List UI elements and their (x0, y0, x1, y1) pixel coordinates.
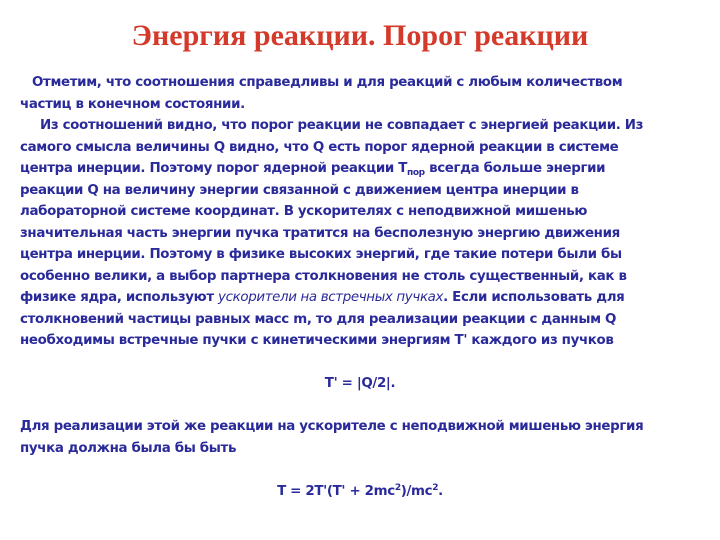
paragraph-3-line-1: Для реализации этой же реакции на ускорителе с неподвижной мишенью энергия (20, 419, 644, 434)
slide-title: Энергия реакции. Порог реакции (131, 19, 589, 52)
formula-superscript-1: 2 (394, 482, 401, 493)
paragraph-2-line-7: центра инерции. Поэтому в физике высоких энергий, где такие потери были бы (20, 247, 622, 262)
formula-part-3: . (438, 483, 443, 499)
paragraph-2-line-4: реакции Q на величину энергии связанной с движением центра инерции в (20, 182, 579, 198)
paragraph-1-line-2: частиц в конечном состоянии. (20, 96, 245, 112)
threshold-text-end: всегда больше энергии (424, 161, 606, 176)
paragraph-2-line-2: самого смысла величины Q видно, что Q есть порог ядерной реакции в системе (20, 139, 619, 155)
threshold-text: центра инерции. Поэтому порог ядерной реакции Т (20, 161, 407, 176)
colliding-beams-suffix: . Если использовать для (443, 290, 625, 305)
threshold-subscript: пор (406, 168, 425, 178)
paragraph-3-line-2: пучка должна была бы быть (20, 440, 237, 456)
formula-part-2: )/mc (400, 483, 433, 499)
spacer (20, 459, 700, 481)
formula-part-1: T = 2T'(T' + 2mc (277, 483, 395, 499)
paragraph-1-line-1: Отметим, что соотношения справедливы и для реакций с любым количеством (32, 75, 623, 90)
paragraph-2-line-11: необходимы встречные пучки с кинетическими энергиям T' каждого из пучков (20, 333, 614, 348)
colliding-beams-term: ускорители на встречных пучках (218, 290, 444, 305)
paragraph-2-line-1: Из соотношений видно, что порог реакции не совпадает с энергией реакции. Из (40, 118, 644, 133)
paragraph-2-line-8: особенно велики, а выбор партнера столкновения не столь существенный, как в (20, 268, 627, 284)
paragraph-2-line-3 (20, 158, 700, 180)
paragraph-2-line-5: лабораторной системе координат. В ускорителях с неподвижной мишенью (20, 204, 588, 219)
paragraph-2-line-9 (20, 287, 700, 309)
slide-body (20, 72, 700, 502)
formula-fixed-target-energy (20, 481, 700, 503)
colliding-beams-prefix: физике ядра, используют (20, 290, 219, 305)
formula-collider-energy: T' = |Q/2|. (324, 376, 396, 391)
paragraph-2-line-6: значительная часть энергии пучка тратится на бесполезную энергию движения (20, 225, 620, 241)
paragraph-2-line-10: столкновений частицы равных масс m, то для реализации реакции с данным Q (20, 311, 617, 327)
spacer (20, 352, 700, 374)
spacer (20, 395, 700, 417)
formula-superscript-2: 2 (432, 482, 439, 493)
